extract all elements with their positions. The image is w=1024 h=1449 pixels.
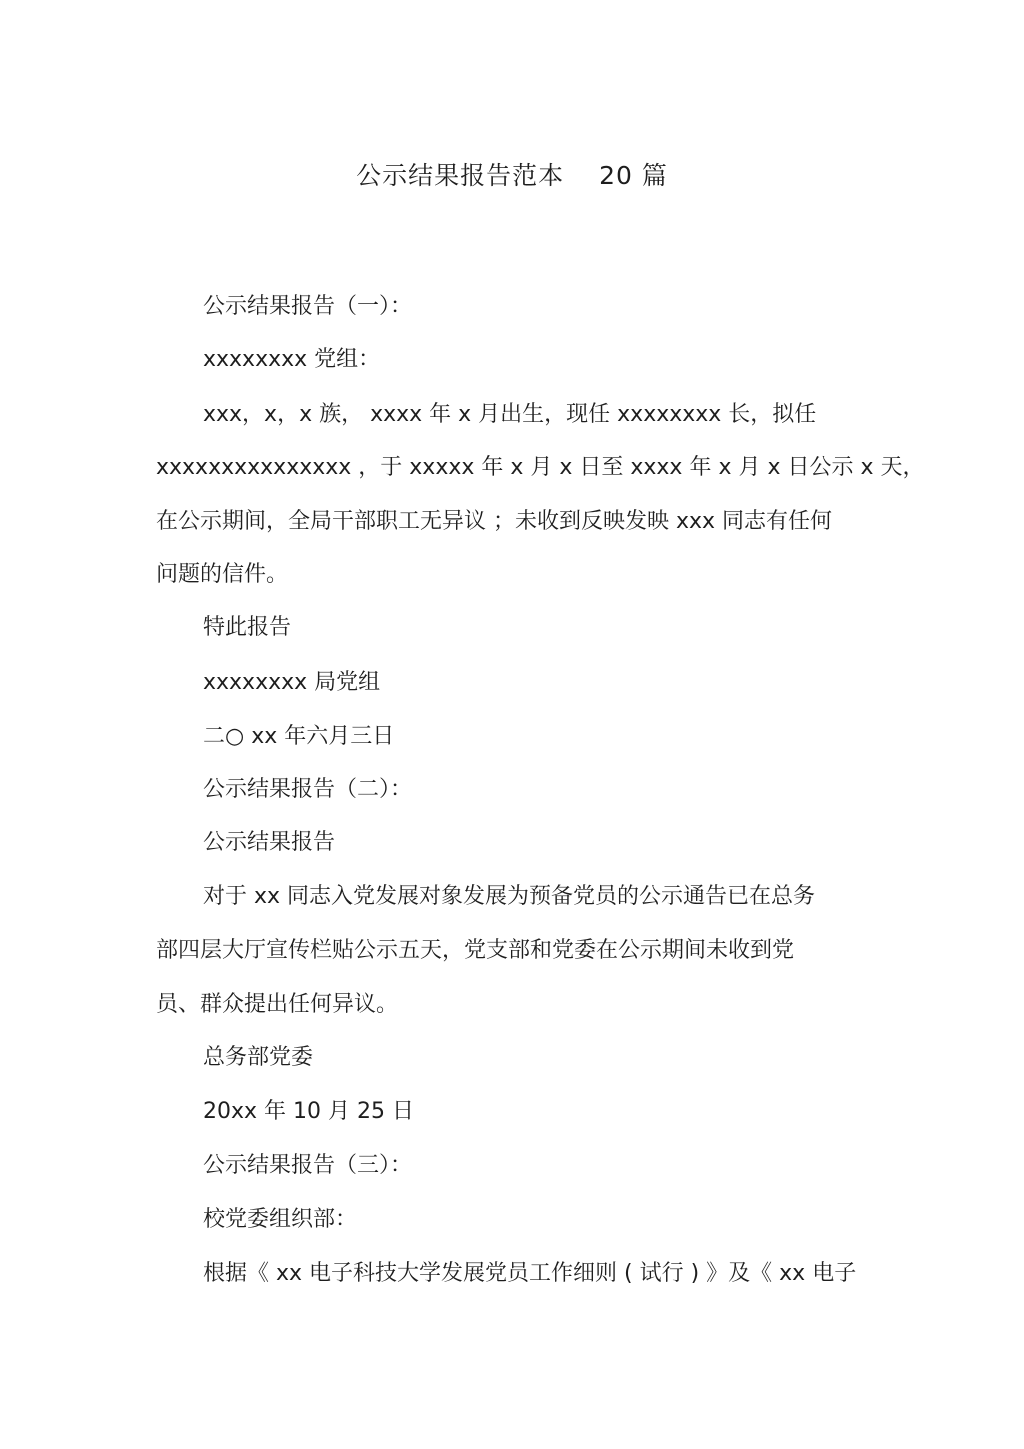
paragraph-line: 在公示期间，全局干部职工无异议 ；未收到反映发映 xxx 同志有任何 — [156, 509, 833, 534]
closing-line: 特此报告 — [203, 615, 292, 640]
document-title: 公示结果报告范本 20 篇 — [356, 161, 668, 190]
addressee-line: xxxxxxxx 党组： — [203, 347, 381, 372]
date-line: 二○ xx 年六月三日 — [203, 724, 395, 749]
paragraph-line: 对于 xx 同志入党发展对象发展为预备党员的公示通告已在总务 — [203, 884, 816, 909]
section-heading-3: 公示结果报告（三）： — [203, 1153, 413, 1178]
signature-line: 总务部党委 — [203, 1045, 314, 1070]
addressee-line: 校党委组织部： — [203, 1207, 358, 1232]
paragraph-line: 根据《 xx 电子科技大学发展党员工作细则 ( 试行 ) 》及《 xx 电子 — [203, 1261, 857, 1286]
date-line: 20xx 年 10 月 25 日 — [203, 1099, 414, 1124]
paragraph-line: 部四层大厅宣传栏贴公示五天，党支部和党委在公示期间未收到党 — [156, 938, 795, 963]
paragraph-line: xxxxxxxxxxxxxxx ，于 xxxxx 年 x 月 x 日至 xxxx 年 x 月 x 日公示 x 天， — [156, 455, 925, 480]
paragraph-line: 员、群众提出任何异议。 — [156, 992, 399, 1017]
signature-line: xxxxxxxx 局党组 — [203, 670, 381, 695]
subheading-line: 公示结果报告 — [203, 830, 336, 855]
section-heading-2: 公示结果报告（二）： — [203, 777, 413, 802]
paragraph-line: xxx，x，x 族， xxxx 年 x 月出生，现任 xxxxxxxx 长，拟任 — [203, 402, 817, 427]
paragraph-line: 问题的信件。 — [156, 562, 289, 587]
section-heading-1: 公示结果报告（一）： — [203, 294, 413, 319]
